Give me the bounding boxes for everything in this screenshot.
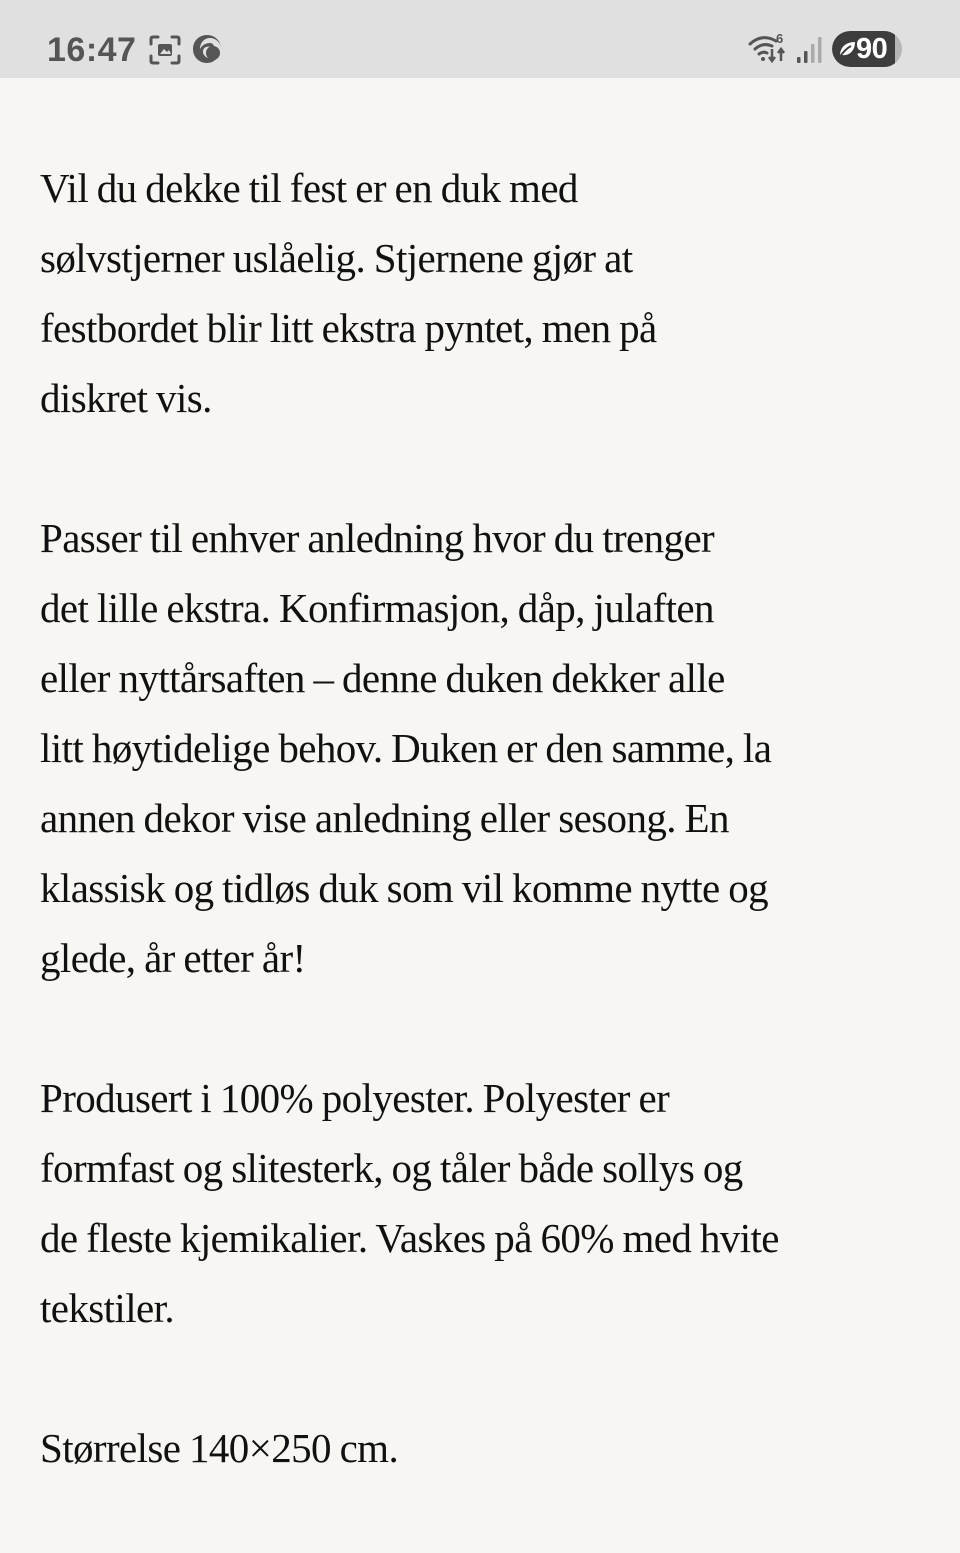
text-line: klassisk og tidløs duk som vil komme nytte og <box>40 865 769 911</box>
battery-indicator <box>832 31 902 67</box>
battery-level: 90 <box>856 33 888 65</box>
description-paragraph-occasions <box>40 503 920 993</box>
text-line: det lille ekstra. Konfirmasjon, dåp, julaften <box>40 585 714 631</box>
description-paragraph-material <box>40 1063 920 1343</box>
svg-text:6: 6 <box>776 31 784 46</box>
product-description <box>0 78 960 1553</box>
text-line: Passer til enhver anledning hvor du trenger <box>40 515 715 561</box>
status-time: 16:47 <box>47 31 137 69</box>
text-line: diskret vis. <box>40 375 212 421</box>
text-line: annen dekor vise anledning eller sesong. En <box>40 795 729 841</box>
text-line: Størrelse 140×250 cm. <box>40 1425 399 1471</box>
text-line: festbordet blir litt ekstra pyntet, men på <box>40 305 657 351</box>
text-line: formfast og slitesterk, og tåler både sollys og <box>40 1145 743 1191</box>
text-line: sølvstjerner uslåelig. Stjernene gjør at <box>40 235 633 281</box>
description-paragraph-size <box>40 1413 920 1483</box>
text-line: de fleste kjemikalier. Vaskes på 60% med hvite <box>40 1215 779 1261</box>
battery-saver-leaf-icon <box>837 39 857 59</box>
status-bar <box>0 0 960 78</box>
screenshot-icon <box>148 34 182 66</box>
wifi-6-icon <box>748 30 792 66</box>
text-line: litt høytidelige behov. Duken er den samme, la <box>40 725 772 771</box>
edge-browser-icon <box>191 33 223 65</box>
cellular-signal-icon <box>796 36 822 64</box>
text-line: Produsert i 100% polyester. Polyester er <box>40 1075 670 1121</box>
text-line: eller nyttårsaften – denne duken dekker alle <box>40 655 725 701</box>
text-line: tekstiler. <box>40 1285 175 1331</box>
description-paragraph-occasion-stars <box>40 153 920 433</box>
text-line: glede, år etter år! <box>40 935 306 981</box>
text-line: Vil du dekke til fest er en duk med <box>40 165 578 211</box>
